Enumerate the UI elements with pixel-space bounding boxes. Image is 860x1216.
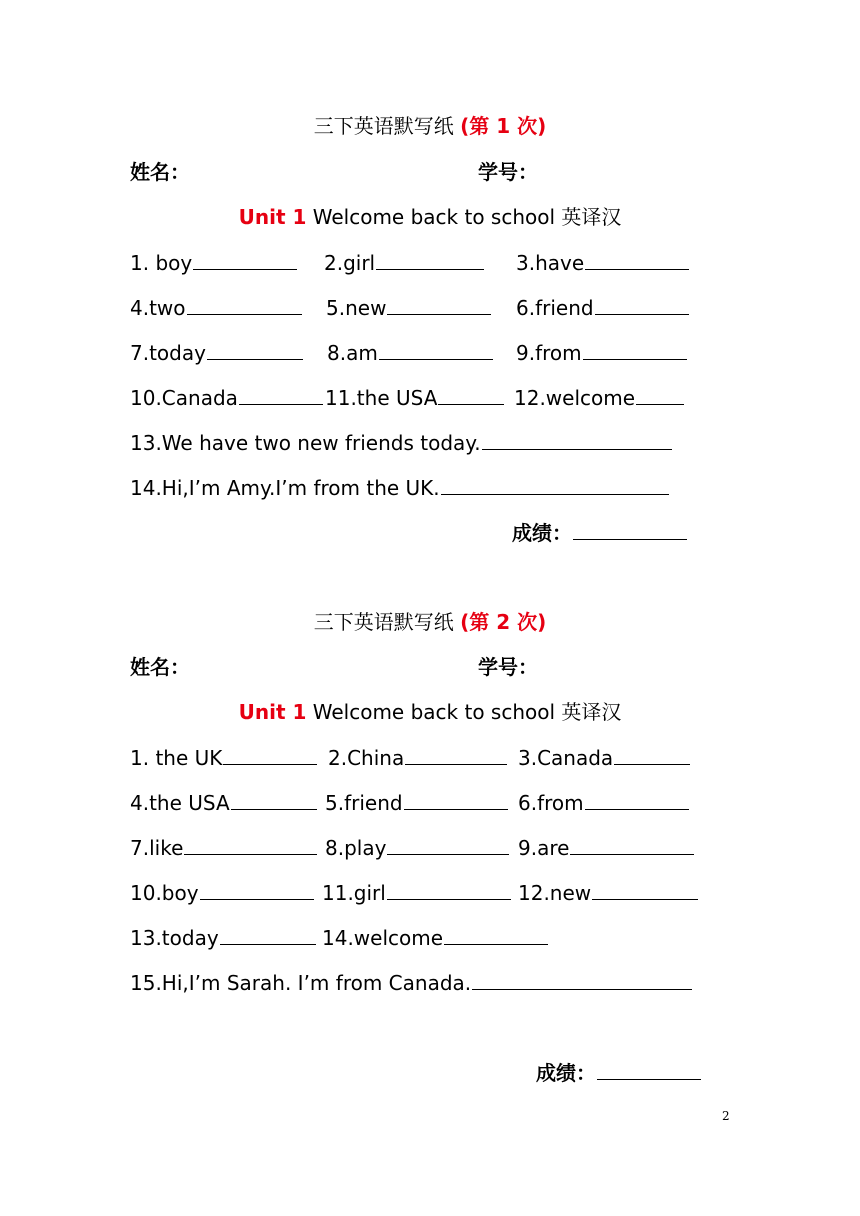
sheet1-score: 成绩： — [512, 518, 687, 547]
sheet1-sentence-13: 13.We have two new friends today. — [130, 428, 672, 457]
word-item: 10.boy — [130, 878, 314, 907]
page-number: 2 — [722, 1109, 730, 1123]
word-item: 9.are — [518, 833, 694, 862]
sheet1-title-number: (第 1 次) — [460, 114, 547, 138]
sheet2-name-label: 姓名： — [130, 655, 190, 679]
word-item: 6.friend — [516, 293, 689, 322]
word-item: 14.welcome — [322, 923, 548, 952]
sheet2-unit-heading: Unit 1 Welcome back to school 英译汉 — [238, 700, 622, 724]
word-item: 4.the USA — [130, 788, 317, 817]
word-item: 4.two — [130, 293, 302, 322]
word-item: 12.new — [518, 878, 698, 907]
word-item: 8.am — [327, 338, 493, 367]
word-item: 3.have — [516, 248, 689, 277]
word-item: 5.new — [326, 293, 491, 322]
sheet2-title-number: (第 2 次) — [460, 610, 547, 634]
word-item: 1. boy — [130, 248, 297, 277]
sheet2-sentence-15: 15.Hi,I’m Sarah. I’m from Canada. — [130, 968, 692, 997]
word-item: 7.today — [130, 338, 303, 367]
word-item: 10.Canada — [130, 383, 323, 412]
word-item: 9.from — [516, 338, 687, 367]
sheet1-sentence-14: 14.Hi,I’m Amy.I’m from the UK. — [130, 473, 669, 502]
word-item: 13.today — [130, 923, 316, 952]
word-item: 1. the UK — [130, 743, 317, 772]
word-item: 6.from — [518, 788, 689, 817]
word-item: 5.friend — [325, 788, 508, 817]
word-item: 11.girl — [322, 878, 511, 907]
word-item: 3.Canada — [518, 743, 690, 772]
sheet1-title: 三下英语默写纸 (第 1 次) — [313, 114, 547, 138]
sheet2-score: 成绩： — [536, 1058, 701, 1087]
sheet2-title: 三下英语默写纸 (第 2 次) — [313, 610, 547, 634]
word-item: 7.like — [130, 833, 317, 862]
word-item: 8.play — [325, 833, 509, 862]
word-item: 11.the USA — [325, 383, 504, 412]
word-item: 2.China — [328, 743, 507, 772]
sheet1-name-label: 姓名： — [130, 160, 190, 184]
word-item: 2.girl — [324, 248, 484, 277]
word-item: 12.welcome — [514, 383, 684, 412]
sheet2-number-label: 学号： — [478, 655, 538, 679]
sheet1-number-label: 学号： — [478, 160, 538, 184]
sheet1-unit-heading: Unit 1 Welcome back to school 英译汉 — [238, 205, 622, 229]
